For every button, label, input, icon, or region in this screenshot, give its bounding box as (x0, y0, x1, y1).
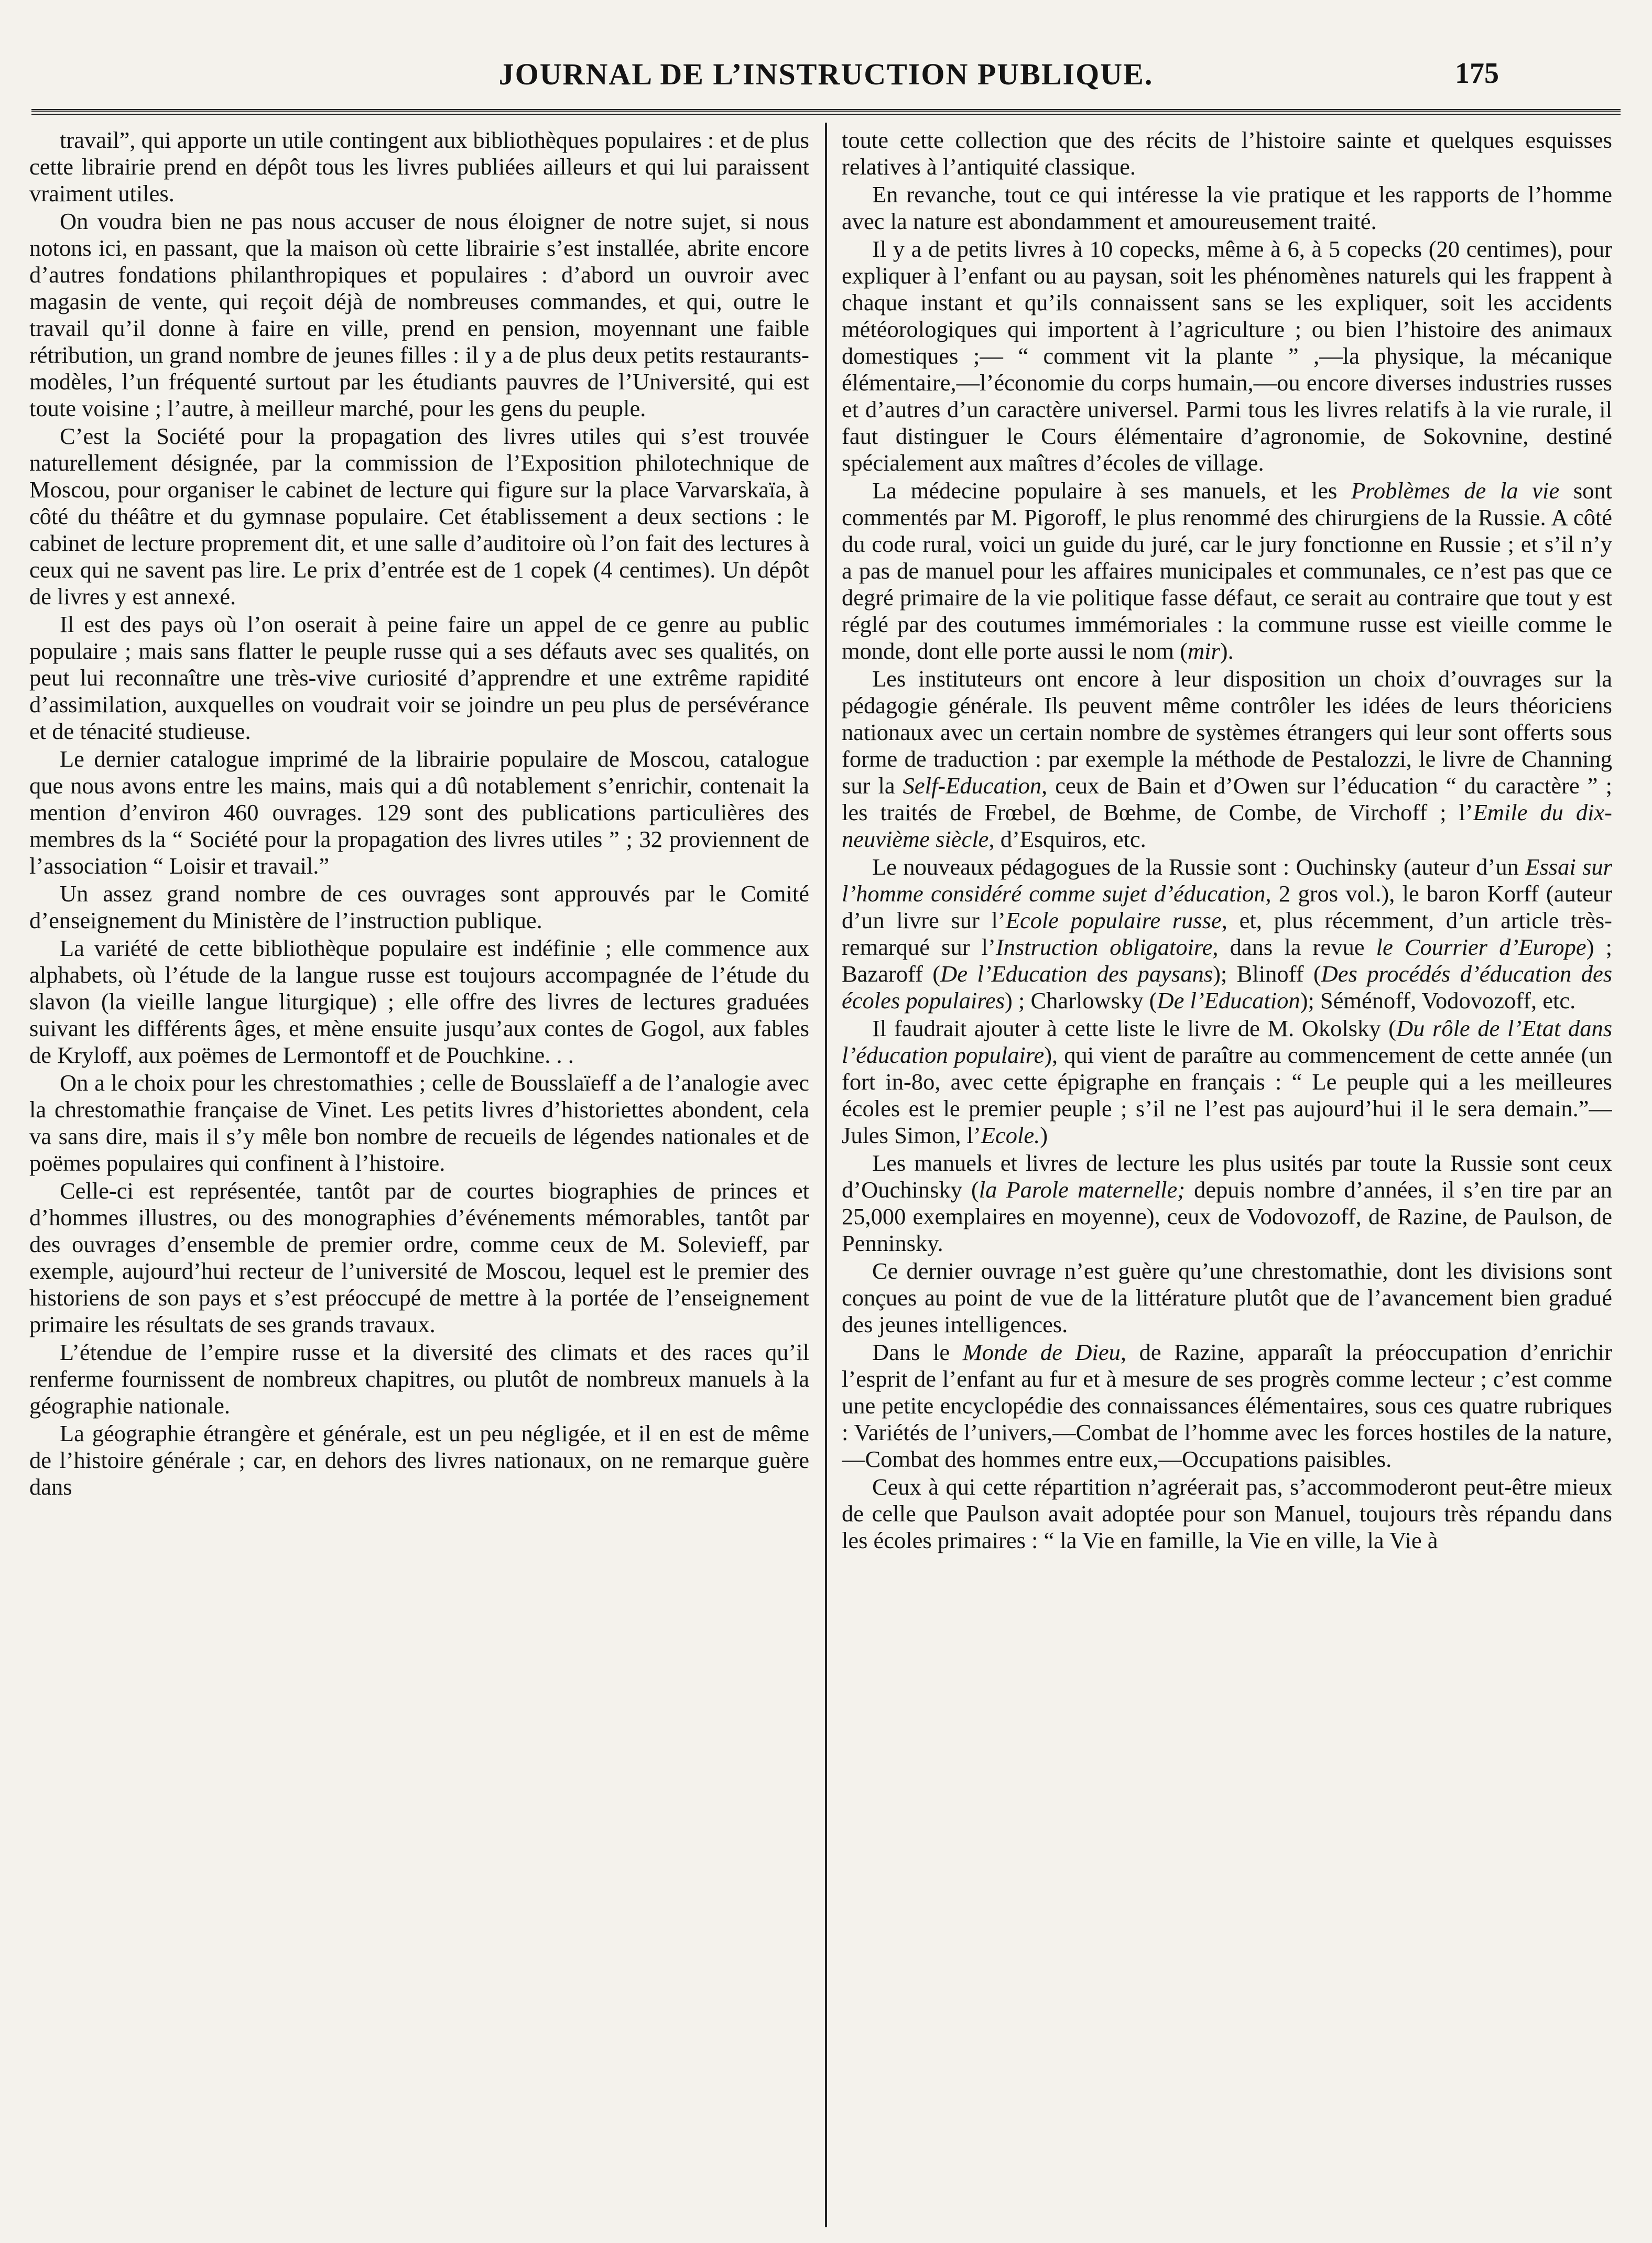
text-run: En revanche, tout ce qui intéresse la vie pratique et les rapports de l’homme avec la nature est abondamment et amoureusement traité. (842, 181, 1612, 234)
italic-title: Ecole populaire russe (1005, 907, 1222, 933)
text-run: La variété de cette bibliothèque populaire est indéfinie ; elle commence aux alphabets, où l’étude de la langue russe est toujours accompagnée de l’étude du slavon (la vieille langue liturgique) ; elle offre des livres de lectures graduées suivant les différents âges, et mène ensuite jusqu’aux contes de Gogol, aux fables de Kryloff, aux poëmes de Lermontoff et de Pouchkine. . . (29, 935, 809, 1068)
paragraph (29, 423, 809, 610)
paragraph (29, 1070, 809, 1177)
running-head (31, 57, 1621, 99)
text-run: Un assez grand nombre de ces ouvrages sont approuvés par le Comité d’enseignement du Ministère de l’instruction publique. (29, 880, 809, 933)
text-run: ), qui vient de paraître au commencement de cette année (un fort in-8o, avec cette épigraphe en français : “ Le peuple qui a les meilleures écoles est le premier peuple ; s’il ne l’est pas aujourd’hui il le sera demain.”—Jules Simon, l’ (842, 1042, 1612, 1148)
paragraph (842, 1258, 1612, 1338)
text-run: ). (1220, 638, 1234, 664)
paragraph (842, 854, 1612, 1014)
paragraph (842, 666, 1612, 853)
italic-title: la Parole maternelle; (979, 1177, 1186, 1203)
left-column (29, 127, 809, 2212)
text-run: , d’Esquiros, etc. (988, 826, 1146, 852)
text-run: Ceux à qui cette répartition n’agréerait pas, s’accommoderont peut-être mieux de celle que Paulson avait adoptée pour son Manuel, toujours très répandu dans les écoles primaires : “ la Vie en famille, la Vie en ville, la Vie à (842, 1474, 1612, 1553)
text-run: , de Razine, apparaît la préoccupation d’enrichir l’esprit de l’enfant au fur et à mesure de ses progrès comme lecteur ; c’est comme une petite encyclopédie des connaissances élémentaires, sous ces quatre rubriques : Variétés de l’univers,—Combat de l’homme avec les forces hostiles de la nature,—Combat des hommes entre eux,—Occupations paisibles. (842, 1339, 1612, 1472)
paragraph (842, 1150, 1612, 1257)
italic-title: le Courrier d’Europe (1376, 934, 1586, 960)
paragraph (29, 1420, 809, 1500)
italic-title: Emile du dix-neuvième siècle (842, 799, 1612, 852)
text-run: , ceux de Bain et d’Owen sur l’éducation “ du caractère ” ; les traités de Frœbel, de Bœhme, de Combe, de Virchoff ; l’ (842, 772, 1612, 825)
text-run: Les manuels et livres de lecture les plus usités par toute la Russie sont ceux d’Ouchinsky ( (842, 1150, 1612, 1203)
paragraph (842, 477, 1612, 665)
text-run: Dans le (872, 1339, 963, 1365)
paragraph (29, 1178, 809, 1338)
text-run: C’est la Société pour la propagation des livres utiles qui s’est trouvée naturellement désignée, par la commission de l’Exposition philotechnique de Moscou, pour organiser le cabinet de lecture qui figure sur la place Varvarskaïa, à côté du théâtre et du gymnase populaire. Cet établissement a deux sections : le cabinet de lecture proprement dit, et une salle d’auditoire où l’on fait des lectures à ceux qui ne savent pas lire. Le prix d’entrée est de 1 copek (4 centimes). Un dépôt de livres y est annexé. (29, 423, 809, 609)
text-run: Les instituteurs ont encore à leur disposition un choix d’ouvrages sur la pédagogie générale. Ils peuvent même contrôler les idées de leurs théoriciens nationaux avec un certain nombre de systèmes étrangers qui leur sont offerts sous forme de traduction : par exemple la méthode de Pestalozzi, le livre de Channing sur la (842, 666, 1612, 799)
paragraph (29, 1339, 809, 1419)
page-number: 175 (1455, 57, 1499, 90)
text-run: Le nouveaux pédagogues de la Russie sont : Ouchinsky (auteur d’un (872, 854, 1526, 880)
paragraph (842, 181, 1612, 235)
text-run: Ce dernier ouvrage n’est guère qu’une chrestomathie, dont les divisions sont conçues au point de vue de la littérature plutôt que de l’avancement bien gradué des jeunes intelligences. (842, 1258, 1612, 1337)
text-run: ) (1040, 1122, 1048, 1148)
paragraph (29, 127, 809, 207)
right-column (842, 127, 1612, 2212)
text-run: On voudra bien ne pas nous accuser de nous éloigner de notre sujet, si nous notons ici, en passant, que la maison où cette librairie s’est installée, abrite encore d’autres fondations philanthropiques et populaires : d’abord un ouvroir avec magasin de vente, qui reçoit déjà de nombreuses commandes, et qui, outre le travail qu’il donne à faire en ville, prend en pension, moyennant une faible rétribution, un grand nombre de jeunes filles : il y a de plus deux petits restaurants-modèles, l’un fréquenté surtout par les étudiants pauvres de l’Université, qui est toute voisine ; l’autre, à meilleur marché, pour les gens du peuple. (29, 208, 809, 421)
text-run: ) ; Bazaroff ( (842, 934, 1612, 987)
italic-title: Instruction obligatoire (995, 934, 1213, 960)
paragraph (842, 236, 1612, 476)
italic-title: Ecole. (981, 1122, 1040, 1148)
text-run: depuis nombre d’années, il s’en tire par an 25,000 exemplaires en moyenne), ceux de Vodovozoff, de Razine, de Paulson, de Penninsky. (842, 1177, 1612, 1256)
text-run: Le dernier catalogue imprimé de la librairie populaire de Moscou, catalogue que nous avons entre les mains, mais qui a dû notablement s’enrichir, contenait la mention d’environ 460 ouvrages. 129 sont des publications particulières des membres ds la “ Société pour la propagation des livres utiles ” ; 32 proviennent de l’association “ Loisir et travail.” (29, 746, 809, 879)
text-run: , dans la revue (1212, 934, 1376, 960)
paragraph (29, 208, 809, 422)
text-run: Il faudrait ajouter à cette liste le livre de M. Okolsky ( (872, 1015, 1396, 1041)
paragraph (29, 746, 809, 879)
text-run: L’étendue de l’empire russe et la diversité des climats et des races qu’il renferme fournissent de nombreux chapitres, ou plutôt de nombreux manuels à la géographie nationale. (29, 1339, 809, 1419)
text-run: Il est des pays où l’on oserait à peine faire un appel de ce genre au public populaire ; mais sans flatter le peuple russe qui a ses défauts avec ses qualités, on peut lui reconnaître une très-vive curiosité d’apprendre et une extrême rapidité d’assimilation, auxquelles on voudrait voir se joindre un peu plus de persévérance et de ténacité studieuse. (29, 611, 809, 744)
italic-title: Des procédés d’éducation des écoles populaires (842, 961, 1612, 1014)
paragraph (842, 1015, 1612, 1149)
text-run: La médecine populaire à ses manuels, et les (872, 477, 1351, 504)
text-run: ); Séménoff, Vodovozoff, etc. (1300, 987, 1576, 1014)
text-run: La géographie étrangère et générale, est un peu négligée, et il en est de même de l’histoire générale ; car, en dehors des livres nationaux, on ne remarque guère dans (29, 1420, 809, 1500)
italic-title: Problèmes de la vie (1351, 477, 1560, 504)
journal-title: JOURNAL DE L’INSTRUCTION PUBLIQUE. (498, 57, 1154, 91)
text-run: On a le choix pour les chrestomathies ; celle de Bousslaïeff a de l’analogie avec la chrestomathie française de Vinet. Les petits livres d’historiettes abondent, cela va sans dire, mais il s’y mêle bon nombre de recueils de légendes nationales et de poëmes populaires qui confinent à l’histoire. (29, 1070, 809, 1176)
text-run: travail”, qui apporte un utile contingent aux bibliothèques populaires : et de plus cette librairie prend en dépôt tous les livres publiées ailleurs et qui lui paraissent vraiment utiles. (29, 127, 809, 206)
paragraph (842, 127, 1612, 180)
text-run: Il y a de petits livres à 10 copecks, même à 6, à 5 copecks (20 centimes), pour expliquer à l’enfant ou au paysan, soit les phénomènes naturels qui les frappent à chaque instant et qu’ils connaissent sans se les expliquer, soit les accidents météorologiques qui importent à l’agriculture ; ou bien l’histoire des animaux domestiques ;— “ comment vit la plante ” ,—la physique, la mécanique élémentaire,—l’économie du corps humain,—ou encore diverses industries russes et d’autres d’un caractère universel. Parmi tous les livres relatifs à la vie rurale, il faut distinguer le Cours élémentaire d’agronomie, de Sokovnine, destiné spécialement aux maîtres d’écoles de village. (842, 236, 1612, 476)
italic-title: Self-Education (903, 772, 1042, 799)
text-run: Celle-ci est représentée, tantôt par de courtes biographies de princes et d’hommes illustres, ou des monographies d’événements mémorables, tantôt par des ouvrages d’ensemble de premier ordre, comme ceux de M. Solevieff, par exemple, aujourd’hui recteur de l’université de Moscou, lequel est le premier des historiens de son pays et s’est préoccupé de mettre à la portée de l’enseignement primaire les résultats de ses grands travaux. (29, 1178, 809, 1337)
text-run: sont commentés par M. Pigoroff, le plus renommé des chirurgiens de la Russie. A côté du code rural, voici un guide du juré, car le jury fonctionne en Russie ; et s’il n’y a pas de manuel pour les affaires municipales et communales, ce n’est pas que ce degré primaire de la vie politique fasse défaut, ce serait au contraire que tout y est réglé par des coutumes immémoriales : la commune russe est vieille comme le monde, dont elle porte aussi le nom ( (842, 477, 1612, 664)
paragraph (29, 611, 809, 745)
italic-title: mir (1187, 638, 1220, 664)
paragraph (842, 1339, 1612, 1473)
paragraph (29, 935, 809, 1069)
italic-title: Du rôle de l’Etat dans l’éducation populaire (842, 1015, 1612, 1068)
text-run: toute cette collection que des récits de l’histoire sainte et quelques esquisses relatives à l’antiquité classique. (842, 127, 1612, 180)
paragraph (842, 1474, 1612, 1554)
italic-title: Monde de Dieu (962, 1339, 1121, 1365)
text-run: , 2 gros vol.), le baron Korff (auteur d’un livre sur l’ (842, 880, 1612, 933)
italic-title: De l’Education des paysans (940, 961, 1213, 987)
column-divider (825, 123, 827, 2227)
header-rule (31, 109, 1621, 115)
text-run: ); Blinoff ( (1213, 961, 1321, 987)
text-run: ) ; Charlowsky ( (1005, 987, 1157, 1014)
italic-title: De l’Education (1157, 987, 1300, 1014)
text-run: , et, plus récemment, d’un article très-remarqué sur l’ (842, 907, 1612, 960)
paragraph (29, 880, 809, 934)
italic-title: Essai sur l’homme considéré comme sujet d’éducation (842, 854, 1612, 907)
